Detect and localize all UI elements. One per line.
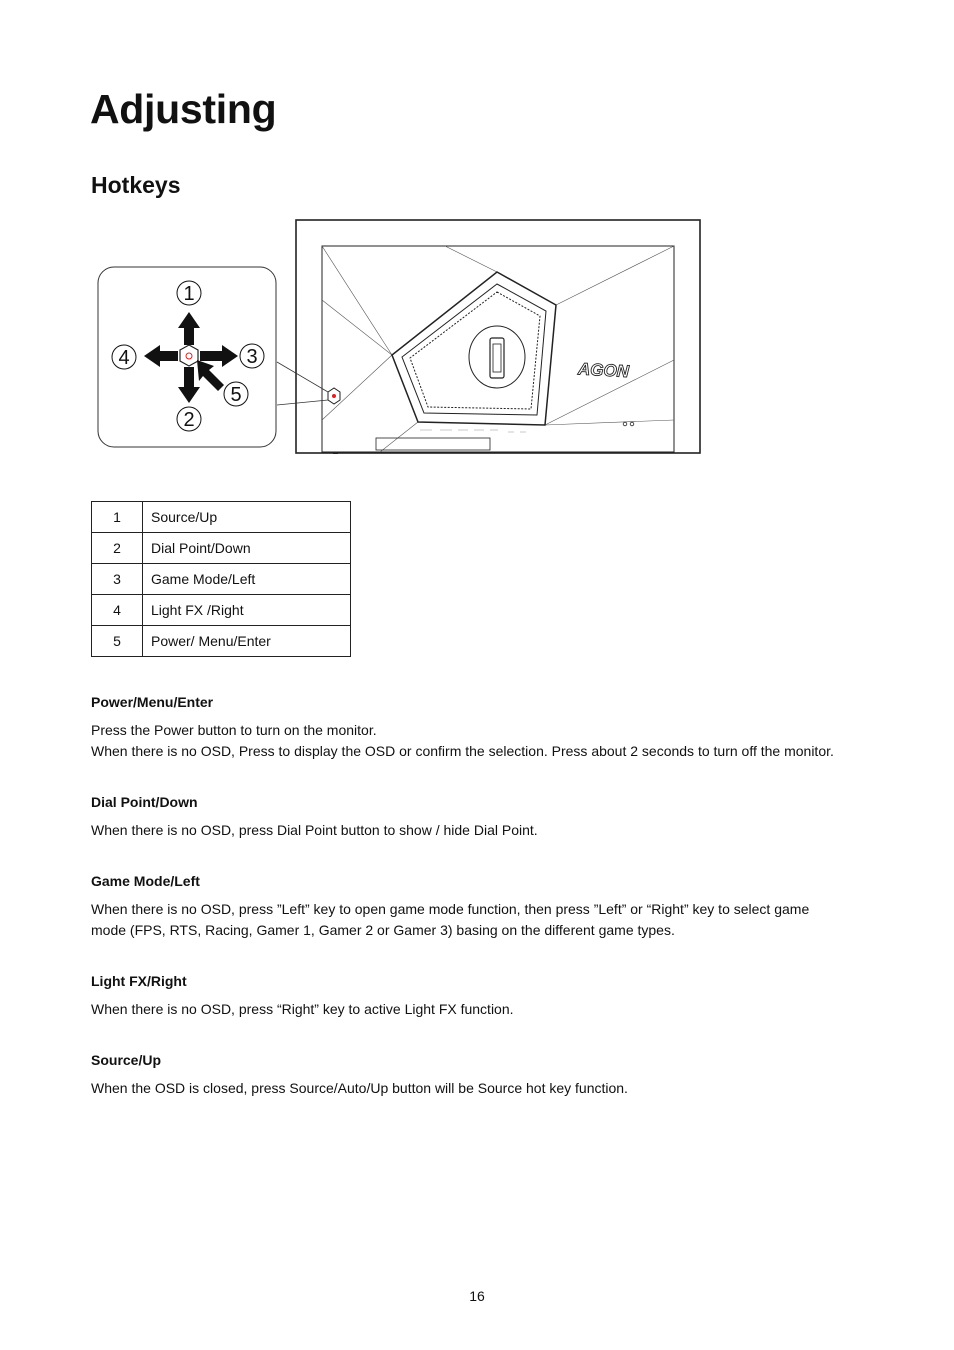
table-row bbox=[92, 533, 351, 564]
section-text: When there is no OSD, press Dial Point button to show / hide Dial Point. bbox=[91, 822, 538, 838]
table-row bbox=[92, 595, 351, 626]
section-heading: Source/Up bbox=[91, 1052, 162, 1068]
joystick-marker-icon bbox=[332, 394, 336, 398]
section-dial-point-down bbox=[91, 794, 891, 841]
hotkey-label: Game Mode/Left bbox=[143, 564, 351, 595]
hotkey-label: Power/ Menu/Enter bbox=[143, 626, 351, 657]
section-power-menu-enter bbox=[91, 694, 891, 762]
section-text: When there is no OSD, press “Right” key to active Light FX function. bbox=[91, 1001, 514, 1017]
hotkey-number: 4 bbox=[92, 595, 143, 626]
page-number: 16 bbox=[469, 1288, 485, 1304]
section-heading: Game Mode/Left bbox=[91, 873, 200, 889]
callout-5: 5 bbox=[230, 384, 242, 406]
section-text: When there is no OSD, press ”Left” key to open game mode function, then press ”Left” or “Right” key to select game mode (FPS, RTS, Racing, Gamer 1, Gamer 2 or Gamer 3) basing on the different game types. bbox=[91, 901, 810, 938]
hotkey-number: 2 bbox=[92, 533, 143, 564]
table-row bbox=[92, 626, 351, 657]
section-heading: Light FX/Right bbox=[91, 973, 187, 989]
page-title: Adjusting bbox=[90, 86, 277, 132]
section-heading: Dial Point/Down bbox=[91, 794, 198, 810]
callout-3: 3 bbox=[246, 346, 258, 368]
hotkey-table bbox=[91, 501, 351, 657]
hotkey-number: 3 bbox=[92, 564, 143, 595]
agon-logo: AGON bbox=[577, 359, 630, 382]
hotkey-label: Light FX /Right bbox=[143, 595, 351, 626]
hotkey-number: 5 bbox=[92, 626, 143, 657]
hotkey-number: 1 bbox=[92, 502, 143, 533]
table-row bbox=[92, 502, 351, 533]
hotkey-descriptions bbox=[91, 694, 891, 1131]
section-game-mode-left bbox=[91, 873, 891, 941]
section-source-up bbox=[91, 1052, 891, 1099]
hotkey-label: Dial Point/Down bbox=[143, 533, 351, 564]
section-title-hotkeys: Hotkeys bbox=[91, 172, 181, 198]
hotkey-label: Source/Up bbox=[143, 502, 351, 533]
section-text: Press the Power button to turn on the monitor. bbox=[91, 722, 377, 738]
callout-2: 2 bbox=[183, 409, 195, 431]
callout-4: 4 bbox=[118, 347, 130, 369]
section-light-fx-right bbox=[91, 973, 891, 1020]
table-row bbox=[92, 564, 351, 595]
monitor-back-illustration bbox=[296, 220, 700, 453]
section-text: When the OSD is closed, press Source/Auto/Up button will be Source hot key function. bbox=[91, 1080, 628, 1096]
callout-1: 1 bbox=[183, 283, 195, 305]
section-text: When there is no OSD, Press to display the OSD or confirm the selection. Press about 2 seconds to turn off the monitor. bbox=[91, 743, 834, 759]
monitor-hotkey-diagram bbox=[95, 216, 705, 461]
section-heading: Power/Menu/Enter bbox=[91, 694, 214, 710]
